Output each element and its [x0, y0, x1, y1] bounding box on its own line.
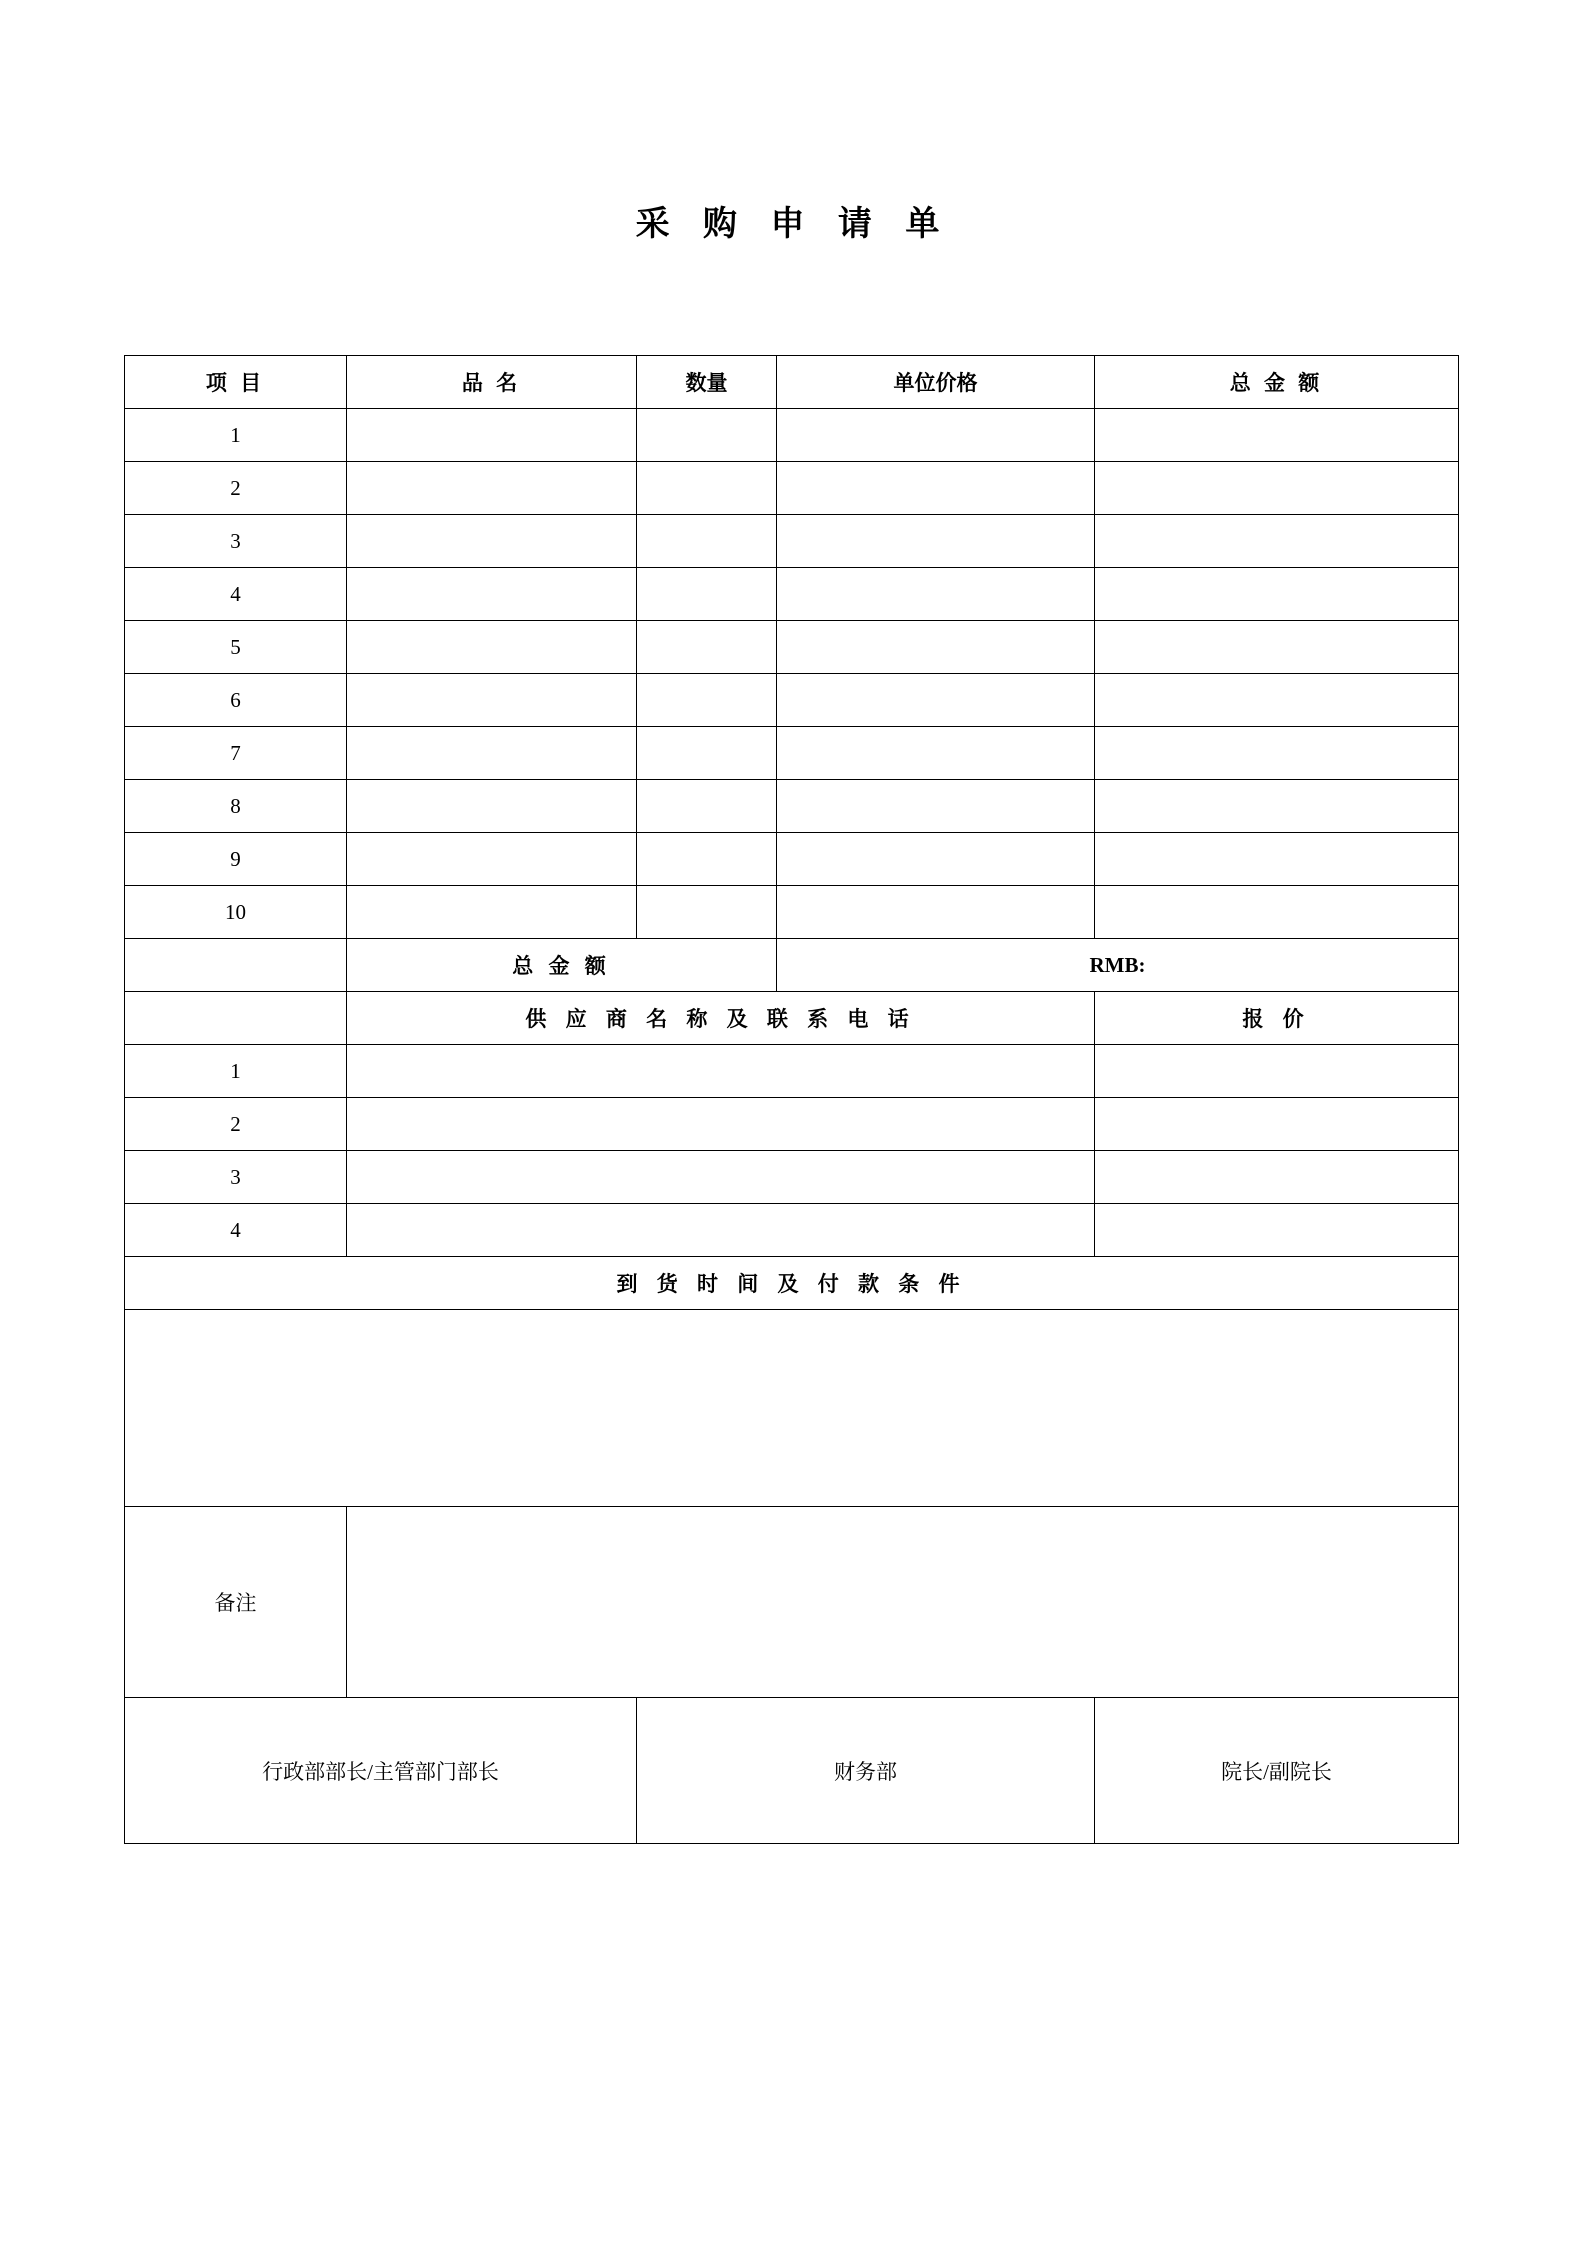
item-amount-field[interactable]: [1095, 515, 1459, 568]
table-row: [125, 1151, 1459, 1204]
table-row: [125, 568, 1459, 621]
table-row: [125, 727, 1459, 780]
item-qty-field[interactable]: [637, 674, 777, 727]
purchase-request-form: [124, 355, 1459, 1844]
supplier-name-field[interactable]: [347, 1098, 1095, 1151]
supplier-name-field[interactable]: [347, 1045, 1095, 1098]
remark-content-field[interactable]: [347, 1507, 1459, 1698]
item-qty-field[interactable]: [637, 568, 777, 621]
item-name-field[interactable]: [347, 409, 637, 462]
item-name-field[interactable]: [347, 833, 637, 886]
table-row: [125, 1098, 1459, 1151]
header-quantity: 数量: [637, 356, 777, 409]
header-item: 项 目: [125, 356, 347, 409]
item-qty-field[interactable]: [637, 409, 777, 462]
item-name-field[interactable]: [347, 674, 637, 727]
item-unit-price-field[interactable]: [777, 886, 1095, 939]
supplier-name-field[interactable]: [347, 1151, 1095, 1204]
supplier-header-blank: [125, 992, 347, 1045]
item-index: 6: [125, 674, 347, 727]
item-unit-price-field[interactable]: [777, 727, 1095, 780]
item-unit-price-field[interactable]: [777, 674, 1095, 727]
header-product-name: 品 名: [347, 356, 637, 409]
supplier-index: 4: [125, 1204, 347, 1257]
item-qty-field[interactable]: [637, 886, 777, 939]
item-amount-field[interactable]: [1095, 674, 1459, 727]
item-amount-field[interactable]: [1095, 621, 1459, 674]
table-row: [125, 1045, 1459, 1098]
item-index: 1: [125, 409, 347, 462]
item-qty-field[interactable]: [637, 515, 777, 568]
supplier-quote-field[interactable]: [1095, 1045, 1459, 1098]
supplier-index: 2: [125, 1098, 347, 1151]
supplier-index: 3: [125, 1151, 347, 1204]
delivery-content-row: [125, 1310, 1459, 1507]
header-total-amount: 总 金 额: [1095, 356, 1459, 409]
grand-total-rmb-field[interactable]: RMB:: [777, 939, 1459, 992]
item-name-field[interactable]: [347, 727, 637, 780]
item-index: 2: [125, 462, 347, 515]
signature-row: [125, 1698, 1459, 1844]
header-unit-price: 单位价格: [777, 356, 1095, 409]
supplier-header-row: [125, 992, 1459, 1045]
grand-total-blank: [125, 939, 347, 992]
item-name-field[interactable]: [347, 886, 637, 939]
item-index: 9: [125, 833, 347, 886]
item-name-field[interactable]: [347, 621, 637, 674]
table-row: [125, 462, 1459, 515]
table-row: [125, 674, 1459, 727]
item-unit-price-field[interactable]: [777, 833, 1095, 886]
item-index: 8: [125, 780, 347, 833]
table-row: [125, 886, 1459, 939]
table-row: [125, 1204, 1459, 1257]
remark-row: [125, 1507, 1459, 1698]
item-unit-price-field[interactable]: [777, 409, 1095, 462]
item-unit-price-field[interactable]: [777, 462, 1095, 515]
item-amount-field[interactable]: [1095, 833, 1459, 886]
signature-finance-field[interactable]: 财务部: [637, 1698, 1095, 1844]
item-qty-field[interactable]: [637, 621, 777, 674]
item-name-field[interactable]: [347, 515, 637, 568]
supplier-quote-field[interactable]: [1095, 1098, 1459, 1151]
supplier-header-label: 供 应 商 名 称 及 联 系 电 话: [347, 992, 1095, 1045]
item-unit-price-field[interactable]: [777, 568, 1095, 621]
item-unit-price-field[interactable]: [777, 780, 1095, 833]
item-name-field[interactable]: [347, 568, 637, 621]
table-row: [125, 833, 1459, 886]
item-amount-field[interactable]: [1095, 568, 1459, 621]
item-qty-field[interactable]: [637, 833, 777, 886]
table-row: [125, 621, 1459, 674]
item-index: 5: [125, 621, 347, 674]
delivery-header-label: 到 货 时 间 及 付 款 条 件: [125, 1257, 1459, 1310]
page-title: 采 购 申 请 单: [635, 205, 952, 243]
item-amount-field[interactable]: [1095, 886, 1459, 939]
supplier-quote-field[interactable]: [1095, 1151, 1459, 1204]
delivery-header-row: [125, 1257, 1459, 1310]
item-amount-field[interactable]: [1095, 409, 1459, 462]
item-qty-field[interactable]: [637, 462, 777, 515]
item-qty-field[interactable]: [637, 727, 777, 780]
supplier-index: 1: [125, 1045, 347, 1098]
items-header-row: [125, 356, 1459, 409]
grand-total-label: 总 金 额: [347, 939, 777, 992]
item-unit-price-field[interactable]: [777, 621, 1095, 674]
table-row: [125, 409, 1459, 462]
grand-total-row: [125, 939, 1459, 992]
item-amount-field[interactable]: [1095, 462, 1459, 515]
item-index: 3: [125, 515, 347, 568]
supplier-quote-field[interactable]: [1095, 1204, 1459, 1257]
supplier-name-field[interactable]: [347, 1204, 1095, 1257]
item-index: 7: [125, 727, 347, 780]
supplier-quote-header: 报 价: [1095, 992, 1459, 1045]
item-index: 4: [125, 568, 347, 621]
signature-admin-field[interactable]: 行政部部长/主管部门部长: [125, 1698, 637, 1844]
delivery-content-field[interactable]: [125, 1310, 1459, 1507]
table-row: [125, 515, 1459, 568]
remark-label: 备注: [125, 1507, 347, 1698]
item-name-field[interactable]: [347, 780, 637, 833]
table-row: [125, 780, 1459, 833]
signature-dean-field[interactable]: 院长/副院长: [1095, 1698, 1459, 1844]
item-qty-field[interactable]: [637, 780, 777, 833]
item-unit-price-field[interactable]: [777, 515, 1095, 568]
item-name-field[interactable]: [347, 462, 637, 515]
item-amount-field[interactable]: [1095, 727, 1459, 780]
item-amount-field[interactable]: [1095, 780, 1459, 833]
item-index: 10: [125, 886, 347, 939]
